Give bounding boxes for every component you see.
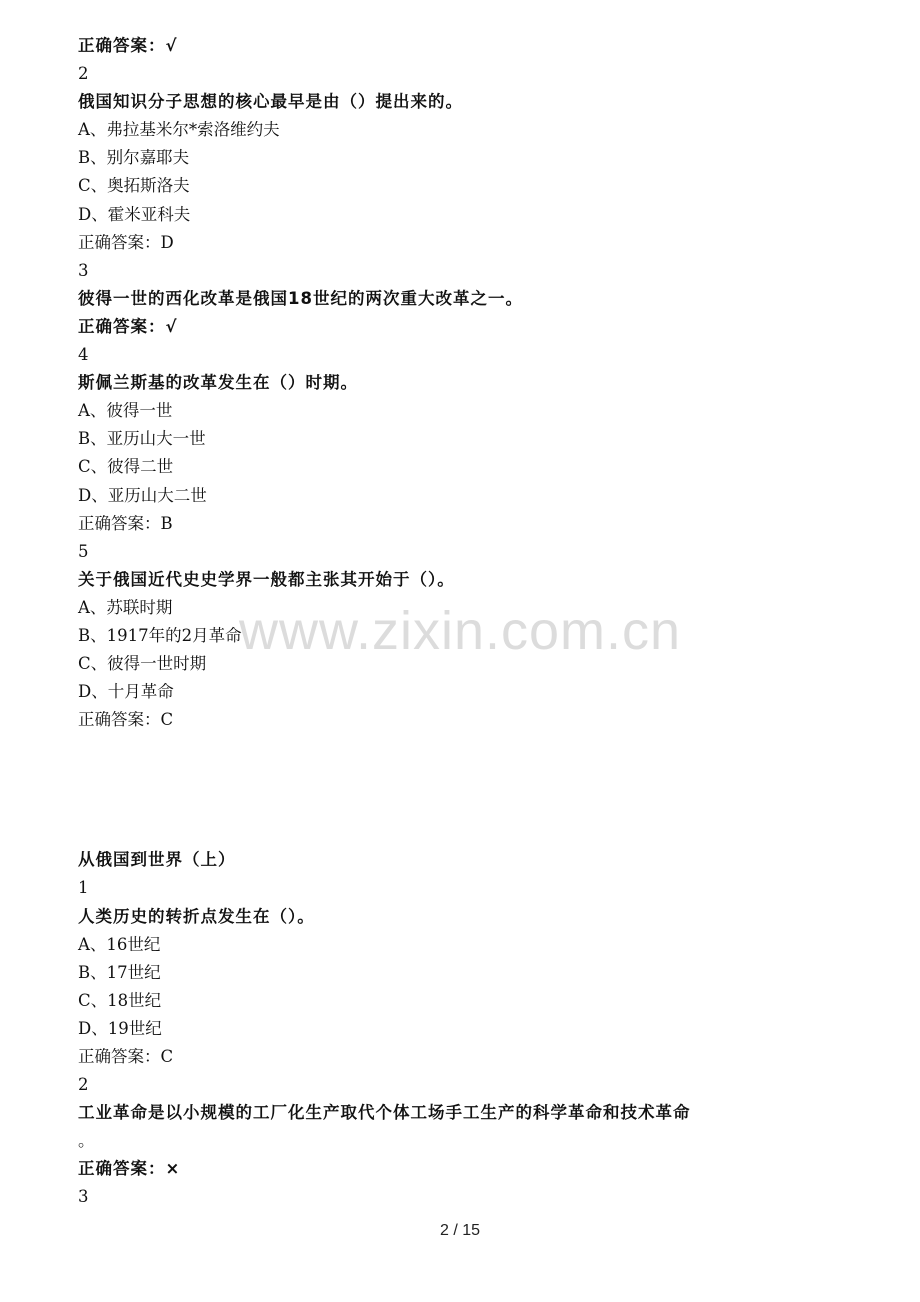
text-line: A、彼得一世	[78, 401, 173, 421]
text-line: 2	[78, 1075, 89, 1095]
text-line: 正确答案：C	[78, 710, 174, 730]
text-line: D、霍米亚科夫	[78, 204, 191, 224]
text-line: 斯佩兰斯基的改革发生在（）时期。	[78, 373, 358, 393]
text-line: 彼得一世的西化改革是俄国18世纪的两次重大改革之一。	[78, 288, 523, 308]
text-line: 正确答案：×	[78, 1159, 181, 1179]
text-line: 从俄国到世界（上）	[78, 850, 236, 870]
text-line: B、别尔嘉耶夫	[78, 148, 190, 168]
text-line: C、彼得二世	[78, 457, 174, 477]
text-line: 。	[78, 1131, 95, 1151]
text-line: A、弗拉基米尔*索洛维约夫	[78, 120, 280, 140]
text-line: 正确答案：C	[78, 1047, 174, 1066]
text-line: 关于俄国近代史史学界一般都主张其开始于（）。	[78, 569, 455, 589]
text-line: 正确答案：√	[78, 316, 178, 336]
text-line: 工业革命是以小规模的工厂化生产取代个体工场手工生产的科学革命和技术革命	[78, 1103, 691, 1123]
text-line: C、18世纪	[78, 990, 162, 1010]
section-gap	[78, 734, 848, 846]
text-line: A、苏联时期	[78, 597, 173, 617]
page-number: 2 / 15	[439, 1222, 481, 1239]
text-line: 人类历史的转折点发生在（）。	[78, 906, 315, 926]
text-line: 俄国知识分子思想的核心最早是由（）提出来的。	[78, 92, 463, 112]
watermark: www.zixin.com.cn	[238, 601, 682, 661]
document-body	[78, 32, 848, 1212]
text-line: 正确答案：√	[78, 36, 178, 55]
text-line: D、十月革命	[78, 682, 174, 702]
text-line: D、19世纪	[78, 1018, 162, 1038]
text-line: 正确答案：B	[78, 513, 173, 533]
text-line: 3	[78, 260, 89, 280]
text-line: 1	[78, 878, 89, 898]
text-line: 正确答案：D	[78, 232, 174, 252]
text-line: A、16世纪	[78, 934, 161, 954]
text-line: C、奥拓斯洛夫	[78, 176, 190, 196]
text-line: C、彼得一世时期	[78, 654, 207, 674]
text-line: 5	[78, 541, 89, 561]
text-line: 3	[78, 1187, 89, 1207]
text-line: 2	[78, 64, 89, 84]
text-line: B、17世纪	[78, 962, 161, 982]
text-line: D、亚历山大二世	[78, 485, 207, 505]
text-line: B、1917年的2月革命	[78, 625, 242, 645]
text-line: 4	[78, 345, 89, 365]
text-line: B、亚历山大一世	[78, 429, 206, 449]
